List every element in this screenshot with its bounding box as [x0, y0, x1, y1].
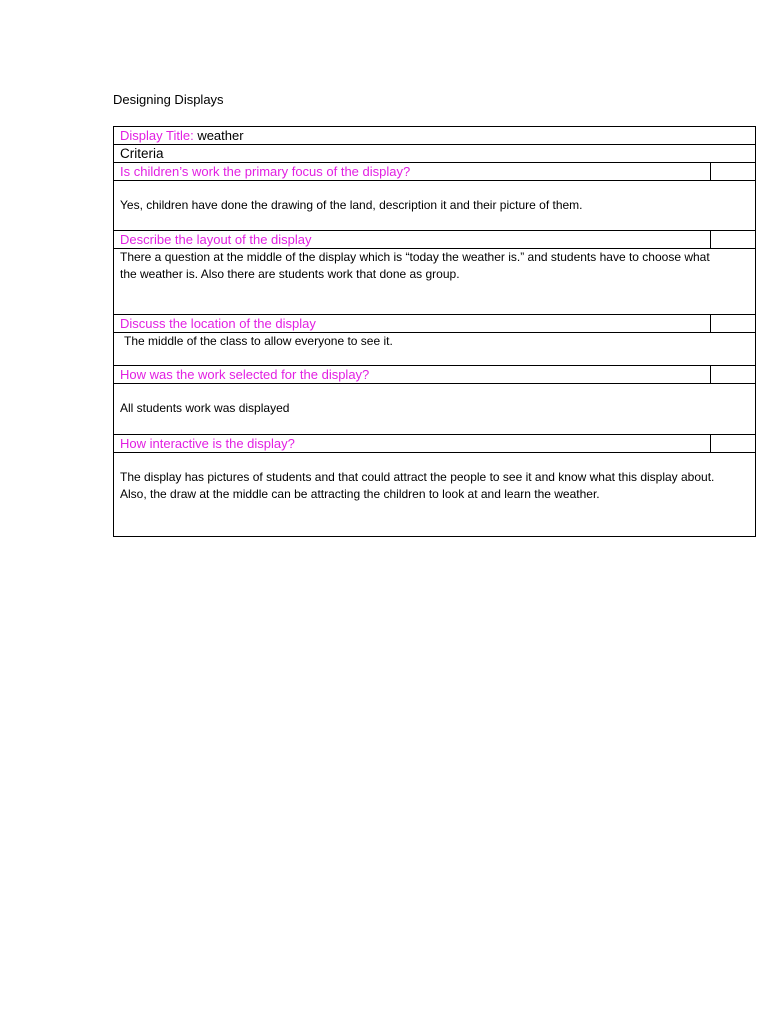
- rating-cell: [710, 315, 755, 332]
- answer-row: [114, 333, 755, 366]
- question-text: How was the work selected for the display?: [120, 367, 370, 382]
- question-text: Is children’s work the primary focus of the display?: [120, 164, 411, 179]
- rating-cell: [710, 366, 755, 383]
- question-row: [114, 435, 755, 453]
- question-text: Describe the layout of the display: [120, 232, 312, 247]
- answer-text: All students work was displayed: [120, 401, 290, 415]
- answer-row: [114, 181, 755, 231]
- criteria-label: Criteria: [120, 146, 164, 161]
- rating-cell: [710, 231, 755, 248]
- answer-text: The display has pictures of students and that could attract the people to see it and know what this display about. Also, the draw at the middle can be attracting the children to look at and learn the weather.: [120, 470, 715, 501]
- question-text: How interactive is the display?: [120, 436, 295, 451]
- question-text: Discuss the location of the display: [120, 316, 316, 331]
- rating-cell: [710, 163, 755, 180]
- question-row: [114, 366, 755, 384]
- answer-text: Yes, children have done the drawing of the land, description it and their picture of them.: [120, 198, 583, 212]
- answer-row: [114, 249, 755, 315]
- question-row: [114, 231, 755, 249]
- answer-row: [114, 453, 755, 536]
- display-title-row: [114, 127, 755, 145]
- question-row: [114, 163, 755, 181]
- document-heading: Designing Displays: [113, 92, 224, 107]
- answer-text: There a question at the middle of the display which is “today the weather is.” and students have to choose what the weather is. Also there are students work that done as group.: [120, 250, 710, 281]
- question-row: [114, 315, 755, 333]
- answer-text: The middle of the class to allow everyone to see it.: [124, 334, 393, 348]
- rating-cell: [710, 435, 755, 452]
- criteria-row: [114, 145, 755, 163]
- display-evaluation-form: [113, 126, 756, 537]
- answer-row: [114, 384, 755, 435]
- display-title-value: weather: [193, 128, 244, 143]
- display-title-label: Display Title:: [120, 128, 194, 143]
